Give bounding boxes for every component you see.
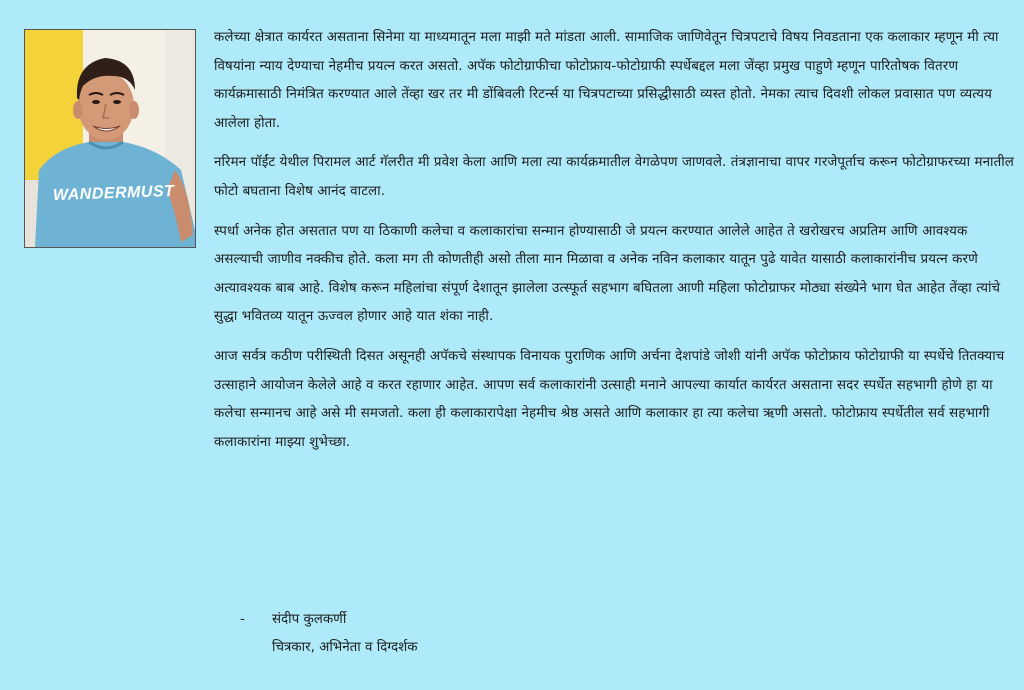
- paragraph-1: कलेच्या क्षेत्रात कार्यरत असताना सिनेमा या माध्यमातून मला माझी मते मांडता आली. सामाजिक जाणिवेतून चित्रपटाचे विषय निवडताना एक कलाकार म्हणून मी त्या विषयांना न्याय देण्याचा नेहमीच प्रयत्न करत असतो. अपॅक फोटोग्राफीचा फोटोफ्राय-फोटोग्राफी स्पर्धेबद्दल मला जेंव्हा प्रमुख पाहुणे म्हणून पारितोषक वितरण कार्यक्रमासाठी निमंत्रित करण्यात आले तेंव्हा खर तर मी डोंबिवली रिटर्न्स या चित्रपटाच्या प्रसिद्धीसाठी व्यस्त होतो. नेमका त्याच दिवशी लोकल प्रवासात पण व्यत्यय आलेला होता.: [214, 30, 999, 131]
- author-photo: [24, 29, 196, 248]
- signature-name: संदीप कुलकर्णी: [272, 612, 347, 627]
- article-body: [214, 24, 1014, 468]
- paragraph-2: नरिमन पॉईंट येथील पिरामल आर्ट गॅलरीत मी प्रवेश केला आणि मला त्या कार्यक्रमातील वेगळेपण जाणवले. तंत्रज्ञानाचा वापर गरजेपूर्ताच करून फोटोग्राफरच्या मनातील फोटो बघताना विशेष आनंद वाटला.: [214, 155, 1014, 199]
- shirt-print-text: WANDERMUST: [52, 182, 175, 205]
- author-portrait-image: [25, 30, 195, 247]
- signature-title: चित्रकार, अभिनेता व दिग्दर्शक: [272, 640, 418, 655]
- signature-block: [240, 606, 418, 662]
- signature-dash: -: [240, 612, 245, 627]
- paragraph-3: स्पर्धा अनेक होत असतात पण या ठिकाणी कलेचा व कलाकारांचा सन्मान होण्यासाठी जे प्रयत्न करण्यात आलेले आहेत ते खरोखरच अप्रतिम आणि आवश्यक असल्याची जाणीव नक्कीच होते. कला मग ती कोणतीही असो तीला मान मिळावा व अनेक नविन कलाकार यातून पुढे यावेत यासाठी कलाकारांनीच प्रयत्न करणे अत्यावश्यक बाब आहे. विशेष करून महिलांचा संपूर्ण देशातून झालेला उत्स्फूर्त सहभाग बघितला आणी महिला फोटोग्राफर मोठ्या संख्येने भाग घेत आहेत तेंव्हा त्यांचे सुद्धा भवितव्य यातून ऊज्वल होणार आहे यात शंका नाही.: [214, 223, 1001, 325]
- paragraph-4: आज सर्वत्र कठीण परीस्थिती दिसत असूनही अपॅकचे संस्थापक विनायक पुराणिक आणि अर्चना देशपांडे जोशी यांनी अपॅक फोटोफ्राय फोटोग्राफी या स्पर्धेचे तितक्याच उत्साहाने आयोजन केलेले आहे व करत रहाणार आहेत. आपण सर्व कलाकारांनी उत्साही मनाने आपल्या कार्यात कार्यरत असताना सदर स्पर्धेत सहभागी होणे हा या कलेचा सन्मानच आहे असे मी समजतो. कला ही कलाकारापेक्षा नेहमीच श्रेष्ठ असते आणि कलाकार हा त्या कलेचा ऋणी असतो. फोटोफ्राय स्पर्धेतील सर्व सहभागी कलाकारांना माझ्या शुभेच्छा.: [214, 348, 1005, 450]
